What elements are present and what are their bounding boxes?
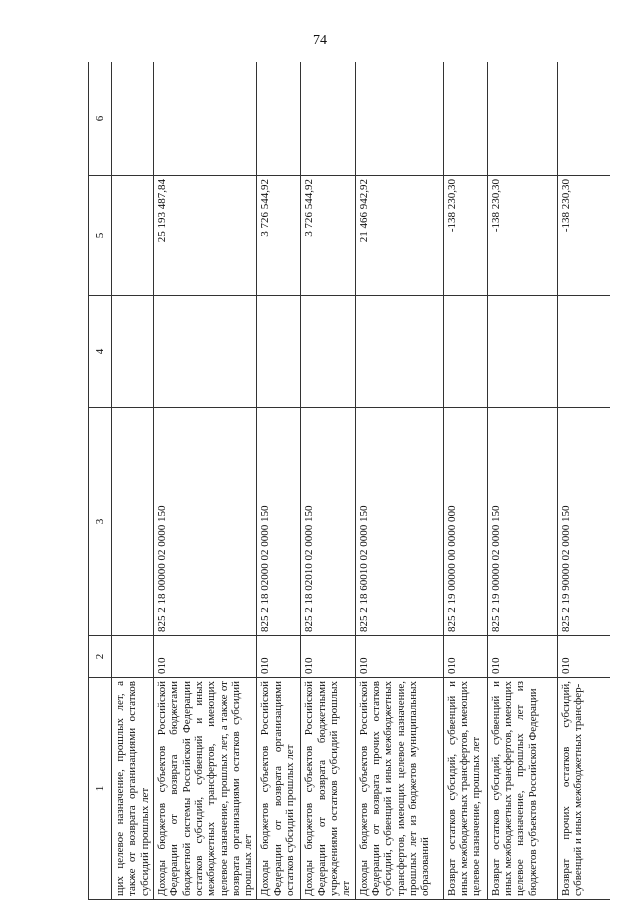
table-cell-kbk: 825 2 18 60010 02 0000 150 [355,408,443,636]
table-cell-amount: 25 193 487,84 [153,176,257,296]
table-cell-code: 010 [557,636,610,678]
table-cell-name: Возврат остатков субсидий, субвенций и иных межбюджетных трансфертов, имеющих целевое назначение, прошлых лет из бюджетов субъектов Российской Федерации [487,678,557,900]
table-cell-amount: 3 726 544,92 [301,176,355,296]
table-cell-c4 [355,296,443,408]
table-cell-kbk: 825 2 19 00000 00 0000 000 [443,408,487,636]
table-cell-code: 010 [153,636,257,678]
table-cell-c4 [257,296,301,408]
table-row [153,62,257,900]
table-row [112,62,154,900]
table-cell-c4 [153,296,257,408]
table-cell-c4 [443,296,487,408]
header-col-1: 1 [89,678,112,900]
table-cell-c6 [487,62,557,176]
table-cell-code: 010 [355,636,443,678]
table-cell-name: Доходы бюджетов субъектов Российской Федерации от возврата прочих остатков субсидий, субвенций и иных межбюджетных трансфертов, имеющих целевое назначение, прошлых лет из бюджетов муниципальных образований [355,678,443,900]
table-cell-amount: -138 230,30 [557,176,610,296]
table-cell-code: 010 [257,636,301,678]
table-cell-amount: 3 726 544,92 [257,176,301,296]
table-cell-code: 010 [443,636,487,678]
table-cell-c6 [153,62,257,176]
table-cell-c4 [301,296,355,408]
table-cell-kbk: 825 2 19 90000 02 0000 150 [557,408,610,636]
table-cell-name: Возврат остатков субсидий, субвенций и иных межбюджетных трансфертов, имеющих целевое назначение, прошлых лет [443,678,487,900]
table-row [443,62,487,900]
table-cell-c6 [557,62,610,176]
table-cell-name: Доходы бюджетов субъектов Российской Федерации от возврата бюджетами бюджетной системы Российской Федерации остатков субсидий, субвенций и иных межбюджетных трансфертов, имеющих целевое назначение, прошлых лет, а также от возврата организациями остатков субсидий прошлых лет [153,678,257,900]
rotated-table-wrapper [88,62,610,900]
table-cell-c4 [112,296,154,408]
header-col-5: 5 [89,176,112,296]
table-cell-c4 [557,296,610,408]
header-row [89,62,112,900]
table-cell-c4 [487,296,557,408]
header-col-6: 6 [89,62,112,176]
table-cell-c6 [301,62,355,176]
table-cell-c6 [257,62,301,176]
table-cell-code: 010 [487,636,557,678]
header-col-4: 4 [89,296,112,408]
page-number: 74 [313,33,327,48]
table-cell-code [112,636,154,678]
table-cell-name: Возврат прочих остатков субсидий, субвенций и иных межбюджетных трансфер- [557,678,610,900]
table-cell-c6 [112,62,154,176]
table-cell-amount: -138 230,30 [487,176,557,296]
table-row [301,62,355,900]
table-cell-kbk: 825 2 18 02010 02 0000 150 [301,408,355,636]
table-area [88,62,610,900]
table-row [557,62,610,900]
table-cell-code: 010 [301,636,355,678]
table-cell-name: Доходы бюджетов субъектов Российской Федерации от возврата бюджетными учреждениями остатков субсидий прошлых лет [301,678,355,900]
budget-revenue-table [88,62,610,900]
table-cell-kbk: 825 2 19 00000 02 0000 150 [487,408,557,636]
table-row [257,62,301,900]
table-row [355,62,443,900]
table-cell-amount [112,176,154,296]
table-cell-kbk: 825 2 18 02000 02 0000 150 [257,408,301,636]
header-col-2: 2 [89,636,112,678]
table-cell-kbk: 825 2 18 00000 02 0000 150 [153,408,257,636]
table-cell-amount: -138 230,30 [443,176,487,296]
table-cell-kbk [112,408,154,636]
table-cell-name: щих целевое назначение, прошлых лет, а также от возврата организациями остатков субсидий прошлых лет [112,678,154,900]
table-cell-name: Доходы бюджетов субъектов Российской Федерации от возврата организациями остатков субсидий прошлых лет [257,678,301,900]
table-cell-amount: 21 466 942,92 [355,176,443,296]
header-col-3: 3 [89,408,112,636]
table-cell-c6 [443,62,487,176]
table-row [487,62,557,900]
table-cell-c6 [355,62,443,176]
